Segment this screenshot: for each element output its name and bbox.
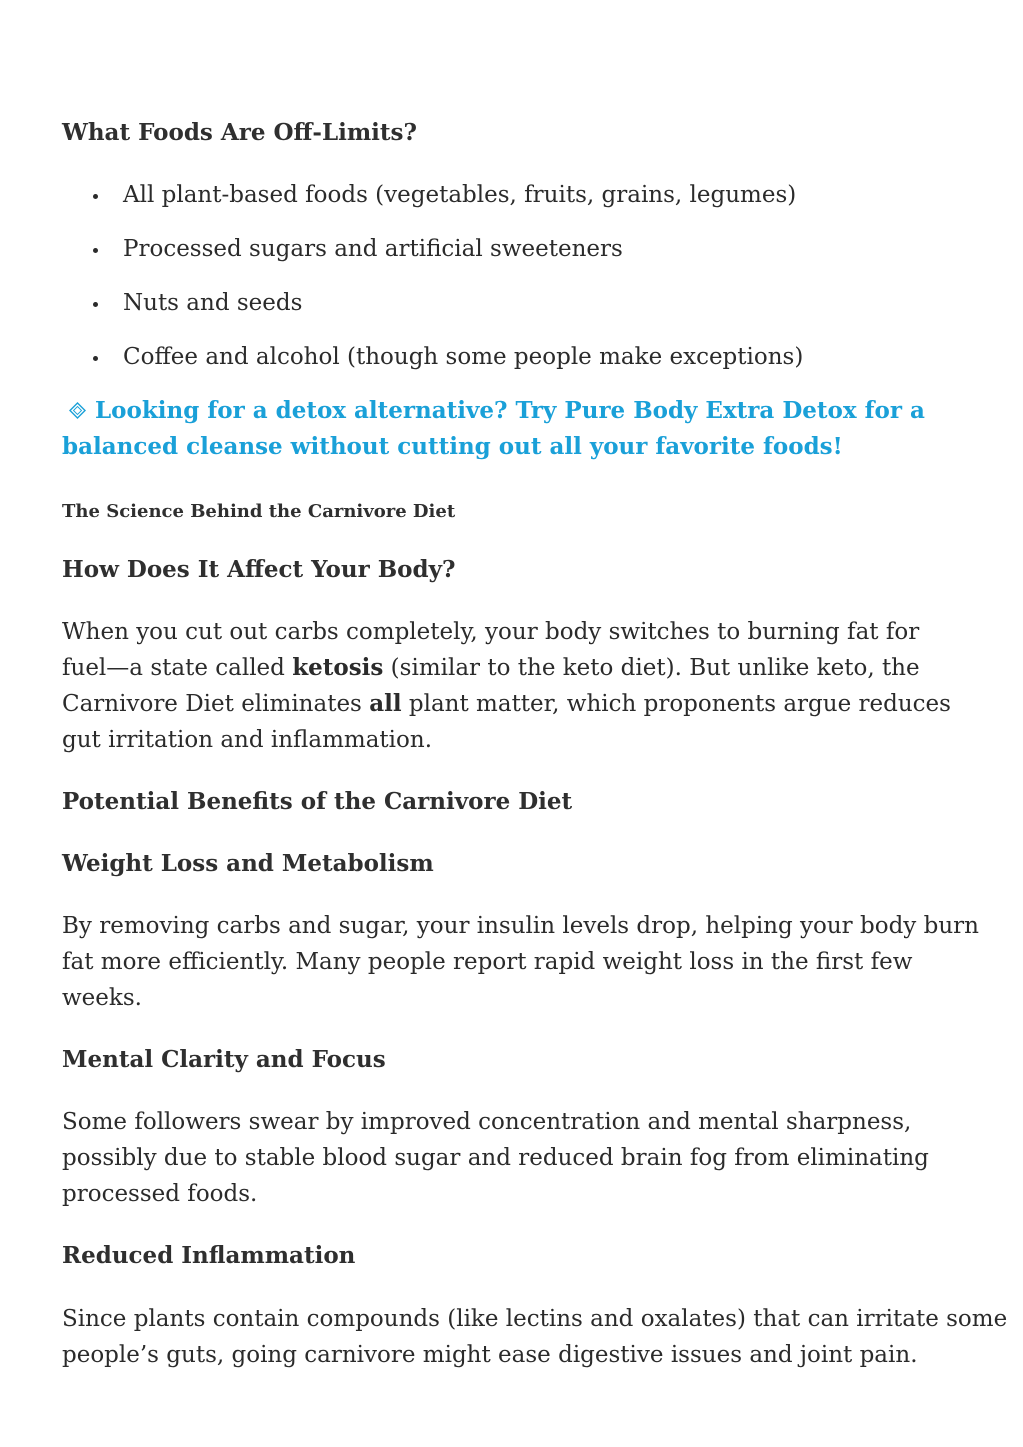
bullet-icon [93,356,98,361]
body-effect-paragraph: When you cut out carbs completely, your body switches to burning fat for fuel—a state called ketosis (similar to the keto diet). But unlike keto, the Carnivore Diet eliminates all plant matter, which proponents argue reduces gut irritation and inflammation. [62,619,951,753]
reduced-inflammation-heading: Reduced Inflammation [62,1242,356,1269]
body-effect-heading: How Does It Affect Your Body? [62,556,456,583]
bullet-icon [93,248,98,253]
benefits-heading: Potential Benefits of the Carnivore Diet [62,788,573,815]
mental-clarity-paragraph: Some followers swear by improved concentration and mental sharpness, possibly due to stable blood sugar and reduced brain fog from eliminating processed foods. [62,1109,929,1207]
weight-loss-paragraph: By removing carbs and sugar, your insulin levels drop, helping your body burn fat more efficiently. Many people report rapid weight loss in the first few weeks. [62,913,979,1011]
weight-loss-heading: Weight Loss and Metabolism [62,850,434,877]
diamond-icon [69,394,86,411]
callout-text-line-2: balanced cleanse without cutting out all your favorite foods! [62,433,843,460]
all-emphasis: all [369,690,402,717]
bullet-icon [93,302,98,307]
ketosis-emphasis: ketosis [292,654,384,681]
mental-clarity-heading: Mental Clarity and Focus [62,1046,386,1073]
callout-text-line-1: Looking for a detox alternative? Try Pure Body Extra Detox for a [95,397,925,424]
science-heading: The Science Behind the Carnivore Diet [62,501,456,522]
detox-callout[interactable] [62,393,962,465]
reduced-inflammation-paragraph: Since plants contain compounds (like lectins and oxalates) that can irritate some people’s guts, going carnivore might ease digestive issues and joint pain. [62,1306,1008,1368]
bullet-icon [93,194,98,199]
off-limits-heading: What Foods Are Off-Limits? [62,119,417,146]
